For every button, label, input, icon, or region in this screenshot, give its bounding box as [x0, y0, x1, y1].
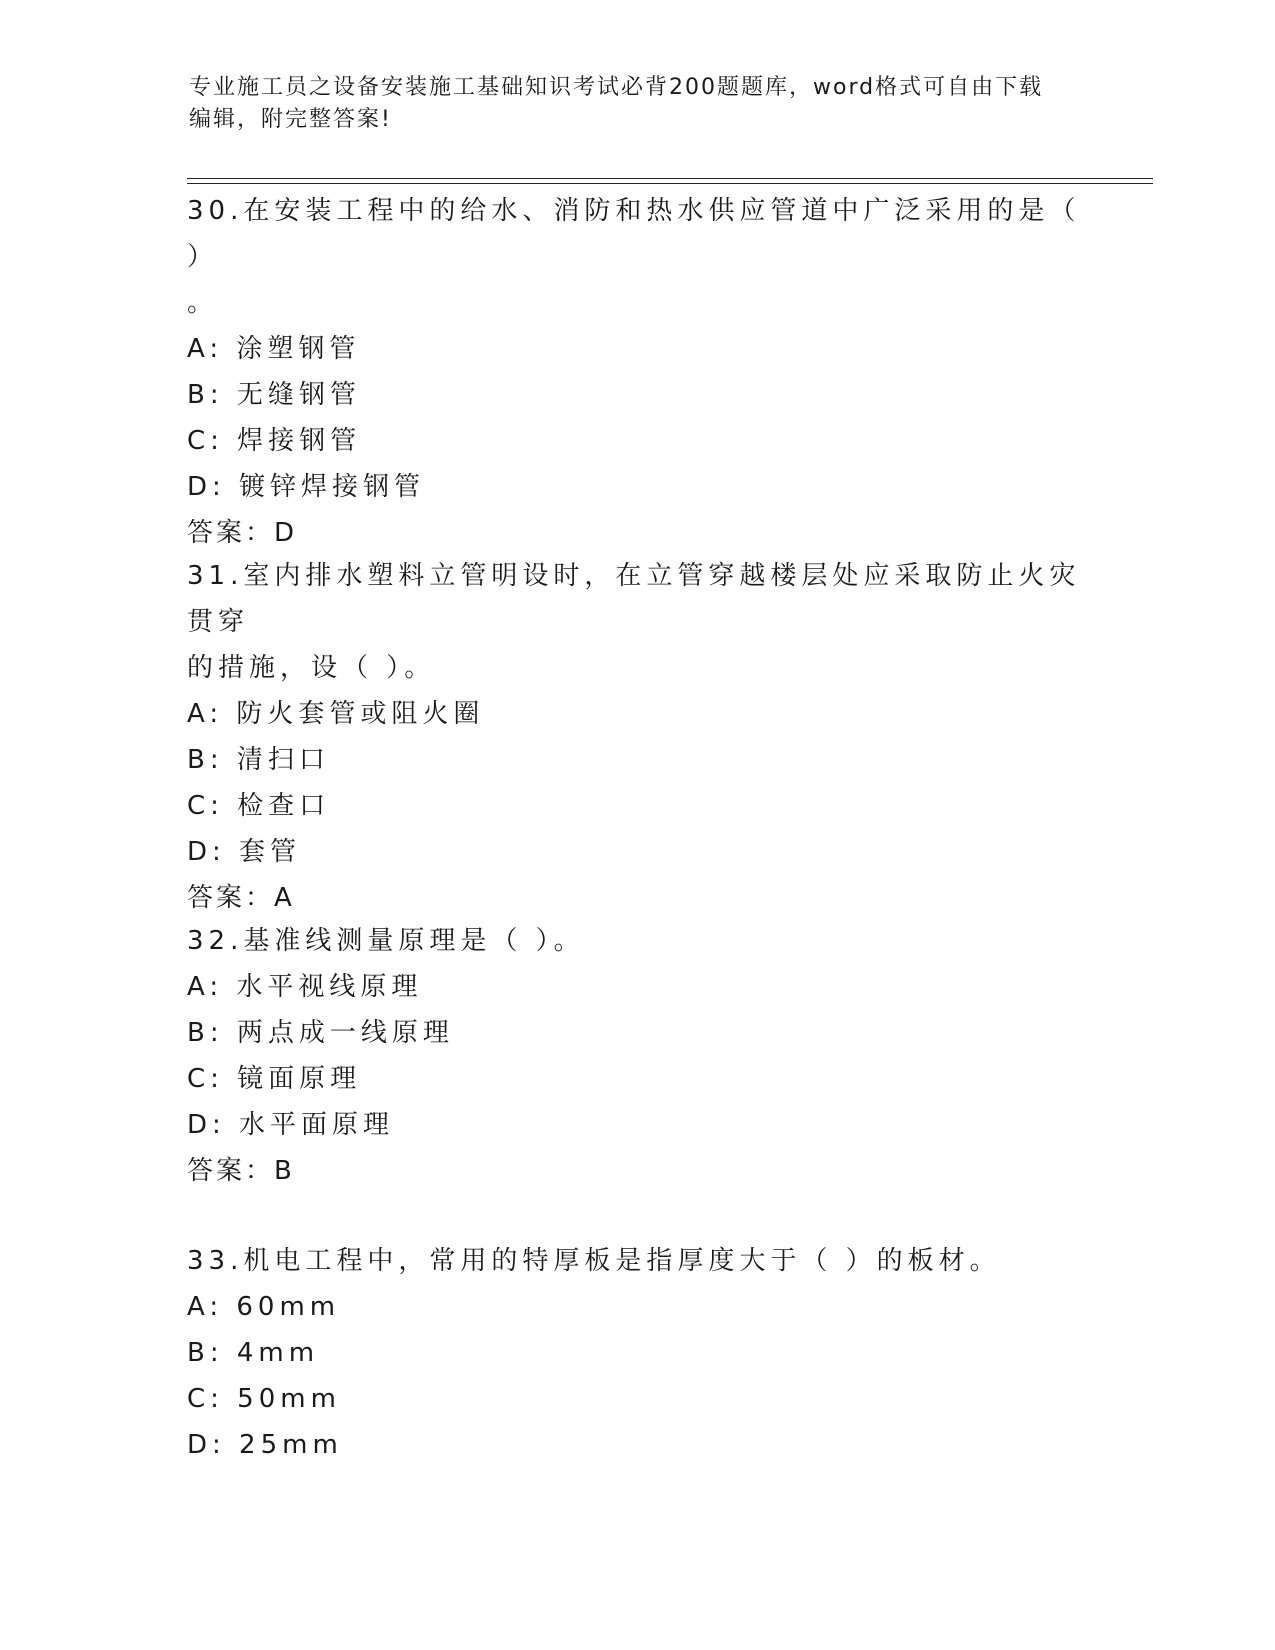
- option-d: D: 25mm: [187, 1430, 343, 1460]
- option-d: D: 水平面原理: [187, 1110, 395, 1140]
- question-32: [187, 918, 1087, 1194]
- header-divider-top: [187, 178, 1153, 179]
- header-divider-bottom: [187, 183, 1153, 184]
- answer: 答案：B: [187, 1156, 295, 1186]
- question-33: [187, 1238, 1087, 1468]
- question-stem-line: 的措施，设（ ）。: [187, 653, 436, 683]
- header-line-2: 编辑，附完整答案!: [189, 107, 392, 132]
- question-stem-line: 。: [187, 288, 219, 318]
- option-c: C: 检查口: [187, 791, 331, 821]
- question-stem-line: 31.室内排水塑料立管明设时，在立管穿越楼层处应采取防止火灾贯穿: [187, 561, 1081, 637]
- option-b: B: 两点成一线原理: [187, 1018, 454, 1048]
- option-c: C: 焊接钢管: [187, 426, 362, 456]
- answer: 答案：A: [187, 883, 295, 913]
- question-stem-line: 33.机电工程中，常用的特厚板是指厚度大于（ ）的板材。: [187, 1246, 1001, 1276]
- option-a: A: 防火套管或阻火圈: [187, 699, 485, 729]
- option-b: B: 4mm: [187, 1338, 320, 1368]
- option-c: C: 50mm: [187, 1384, 341, 1414]
- header-line-1: 专业施工员之设备安装施工基础知识考试必背200题题库，word格式可自由下载: [189, 75, 1044, 100]
- question-stem-line: 32.基准线测量原理是（ ）。: [187, 926, 585, 956]
- option-a: A: 涂塑钢管: [187, 334, 361, 364]
- option-d: D: 套管: [187, 837, 302, 867]
- option-b: B: 无缝钢管: [187, 380, 361, 410]
- question-30: [187, 188, 1087, 556]
- option-b: B: 清扫口: [187, 745, 330, 775]
- document-header: [189, 72, 1089, 136]
- answer: 答案：D: [187, 518, 298, 548]
- question-stem-line: 30.在安装工程中的给水、消防和热水供应管道中广泛采用的是（ ）: [187, 196, 1081, 272]
- question-31: [187, 553, 1087, 921]
- option-a: A: 60mm: [187, 1292, 341, 1322]
- option-a: A: 水平视线原理: [187, 972, 423, 1002]
- option-d: D: 镀锌焊接钢管: [187, 472, 426, 502]
- option-c: C: 镜面原理: [187, 1064, 362, 1094]
